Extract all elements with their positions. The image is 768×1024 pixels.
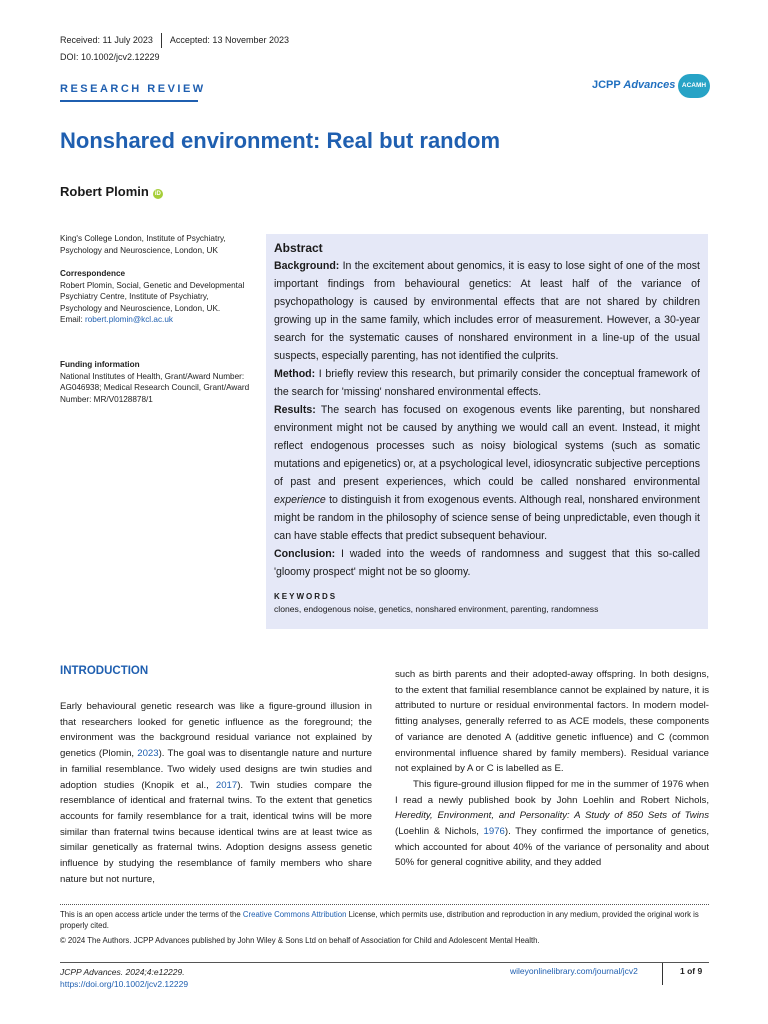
- email-label: Email:: [60, 315, 86, 324]
- doi-link[interactable]: https://doi.org/10.1002/jcv2.12229: [60, 979, 189, 989]
- acamh-logo: ACAMH: [678, 74, 710, 98]
- cc-license-link[interactable]: Creative Commons Attribution: [242, 910, 347, 919]
- journal-prefix: JCPP: [592, 79, 621, 91]
- body-column-right: [395, 667, 709, 871]
- affiliation: King's College London, Institute of Psychiatry, Psychology and Neuroscience, London, UK: [60, 234, 226, 255]
- abstract-results: [274, 401, 700, 545]
- intro-paragraph-2: such as birth parents and their adopted-away offspring. In both designs, to the extent that familial resemblance cannot be explained by nature, it is attributed to nurture or residual environmental factors. In modern model-fitting analyses, generally referred to as ACE models, these components of variance are denoted A (additive genetic influence) and C (common environmental influence shared by family members). Residual variance not explained by A or C is labelled as E.: [395, 669, 709, 775]
- funding-heading: Funding information: [60, 360, 140, 369]
- p1-text-a: Early behavioural genetic research was like a figure-ground illusion in that researchers looked for genetic influence as the foreground; the environment was the background residual variance not explained by genetics (Plomin,: [60, 701, 372, 760]
- funding-block: [60, 359, 250, 405]
- p1-text-b: ). The goal was to disentangle nature and nurture in familial resemblance. Two widely used designs are twin studies and adoption studies (Knopik et al.,: [60, 748, 372, 791]
- p3-text-a: This figure-ground illusion flipped for me in the summer of 1976 when I read a newly published book by John Loehlin and Robert Nichols,: [395, 778, 709, 806]
- correspondence-heading: Correspondence: [60, 269, 126, 278]
- citation-link-knopik[interactable]: 2017: [215, 779, 238, 791]
- conclusion-text: I waded into the weeds of randomness and suggest that this so-called 'gloomy prospect' might not be so gloomy.: [274, 548, 700, 578]
- keywords-list: clones, endogenous noise, genetics, nonshared environment, parenting, randomness: [274, 604, 599, 614]
- received-date: Received: 11 July 2023: [60, 34, 153, 45]
- journal-citation: JCPP Advances. 2024;4:e12229.: [60, 967, 185, 977]
- author-name: [60, 184, 163, 199]
- article-title: Nonshared environment: Real but random: [60, 128, 501, 153]
- abstract-background: [274, 257, 700, 365]
- abstract-box: [266, 234, 708, 629]
- footer-rule: [60, 962, 709, 963]
- intro-paragraph-3: [395, 777, 709, 871]
- page-number: 1 of 9: [680, 966, 703, 976]
- journal-suffix: Advances: [620, 79, 676, 91]
- results-emphasis: experience: [274, 494, 326, 506]
- abstract-conclusion: [274, 545, 700, 581]
- copyright-note: © 2024 The Authors. JCPP Advances published by John Wiley & Sons Ltd on behalf of Association for Child and Adolescent Mental Health.: [60, 936, 540, 945]
- introduction-heading: INTRODUCTION: [60, 665, 149, 677]
- footnote-divider: [60, 904, 709, 905]
- date-separator: [161, 33, 162, 48]
- funding-text: National Institutes of Health, Grant/Award Number: AG046938; Medical Research Council, Grant/Award Number: MR/V0128878/1: [60, 371, 250, 404]
- accepted-date: Accepted: 13 November 2023: [169, 34, 289, 45]
- correspondence-text: Robert Plomin, Social, Genetic and Developmental Psychiatry Centre, Institute of Psychiatry, Psychology and Neuroscience, London, UK.: [60, 280, 245, 313]
- results-text-2: to distinguish it from exogenous events. Although real, nonshared environment might be random in the philosophy of science sense of being unpredictable, even though it can have stable effects that predict subsequent behaviour.: [274, 494, 700, 542]
- results-text-1: The search has focused on exogenous events like parenting, but nonshared environment might not be caused by anything we would call an event. Instead, it might reflect endogenous processes such as noisy biological systems (such as somatic mutations and epigenetics) or, at a psychological level, idiosyncratic subjective perceptions of past and present experiences, which could be called nonshared environmental: [274, 404, 700, 488]
- citation-link-plomin[interactable]: 2023: [137, 748, 159, 760]
- author-text: Robert Plomin: [60, 184, 149, 199]
- license-text-a: This is an open access article under the terms of the: [60, 910, 243, 919]
- book-title: Heredity, Environment, and Personality: A Study of 850 Sets of Twins: [395, 810, 709, 822]
- license-text-b: License, which permits use, distribution and reproduction in any medium, provided the original work is properly cited.: [60, 910, 699, 930]
- background-text: In the excitement about genomics, it is easy to lose sight of one of the most important findings from behavioural genetics: At least half of the variance of psychopathology is caused by environmental effects that are not shared by children growing up in the same family, which includes error of measurement. However, a 30-year search for the systematic causes of nonshared environment in a line-up of the usual suspects, especially parenting, has not identified the culprits.: [274, 260, 700, 362]
- p1-text-c: ). Twin studies compare the resemblance of identical and fraternal twins. To the extent that genetics accounts for family resemblance for a trait, identical twins will be more similar than fraternal twins because identical twins are at least twice as similar genetically as fraternal twins. Adoption designs assess genetic influence by studying the resemblance of family members who share nature but not nurture,: [60, 779, 372, 885]
- body-column-left: [60, 699, 372, 887]
- p3-text-b: (Loehlin & Nichols,: [395, 826, 484, 838]
- background-label: Background:: [274, 260, 340, 272]
- journal-name[interactable]: [592, 79, 675, 91]
- method-label: Method:: [274, 368, 316, 380]
- intro-paragraph-1: [60, 699, 372, 887]
- abstract-content: [274, 239, 700, 615]
- section-underline: [60, 100, 198, 102]
- citation-link-loehlin[interactable]: 1976: [483, 826, 505, 838]
- email-link[interactable]: robert.plomin@kcl.ac.uk: [85, 315, 173, 324]
- conclusion-label: Conclusion:: [274, 548, 336, 560]
- article-dates: [60, 33, 289, 48]
- citation-block: [60, 966, 188, 990]
- keywords-heading: KEYWORDS: [274, 592, 338, 601]
- article-doi: DOI: 10.1002/jcv2.12229: [60, 52, 160, 62]
- results-label: Results:: [274, 404, 316, 416]
- abstract-heading: Abstract: [274, 241, 323, 255]
- footer-separator: [662, 963, 663, 985]
- p3-text-c: ). They confirmed the importance of genetics, which accounted for about 40% of the variance of personality and about 50% for general cognitive ability, and they added: [395, 826, 709, 869]
- correspondence-block: [60, 268, 250, 326]
- journal-site-link[interactable]: wileyonlinelibrary.com/journal/jcv2: [510, 966, 638, 976]
- method-text: I briefly review this research, but primarily consider the conceptual framework of the search for 'missing' nonshared environmental effects.: [274, 368, 700, 398]
- section-label: RESEARCH REVIEW: [60, 83, 206, 95]
- abstract-method: [274, 365, 700, 401]
- license-note: [60, 909, 710, 931]
- orcid-icon[interactable]: iD: [154, 191, 161, 197]
